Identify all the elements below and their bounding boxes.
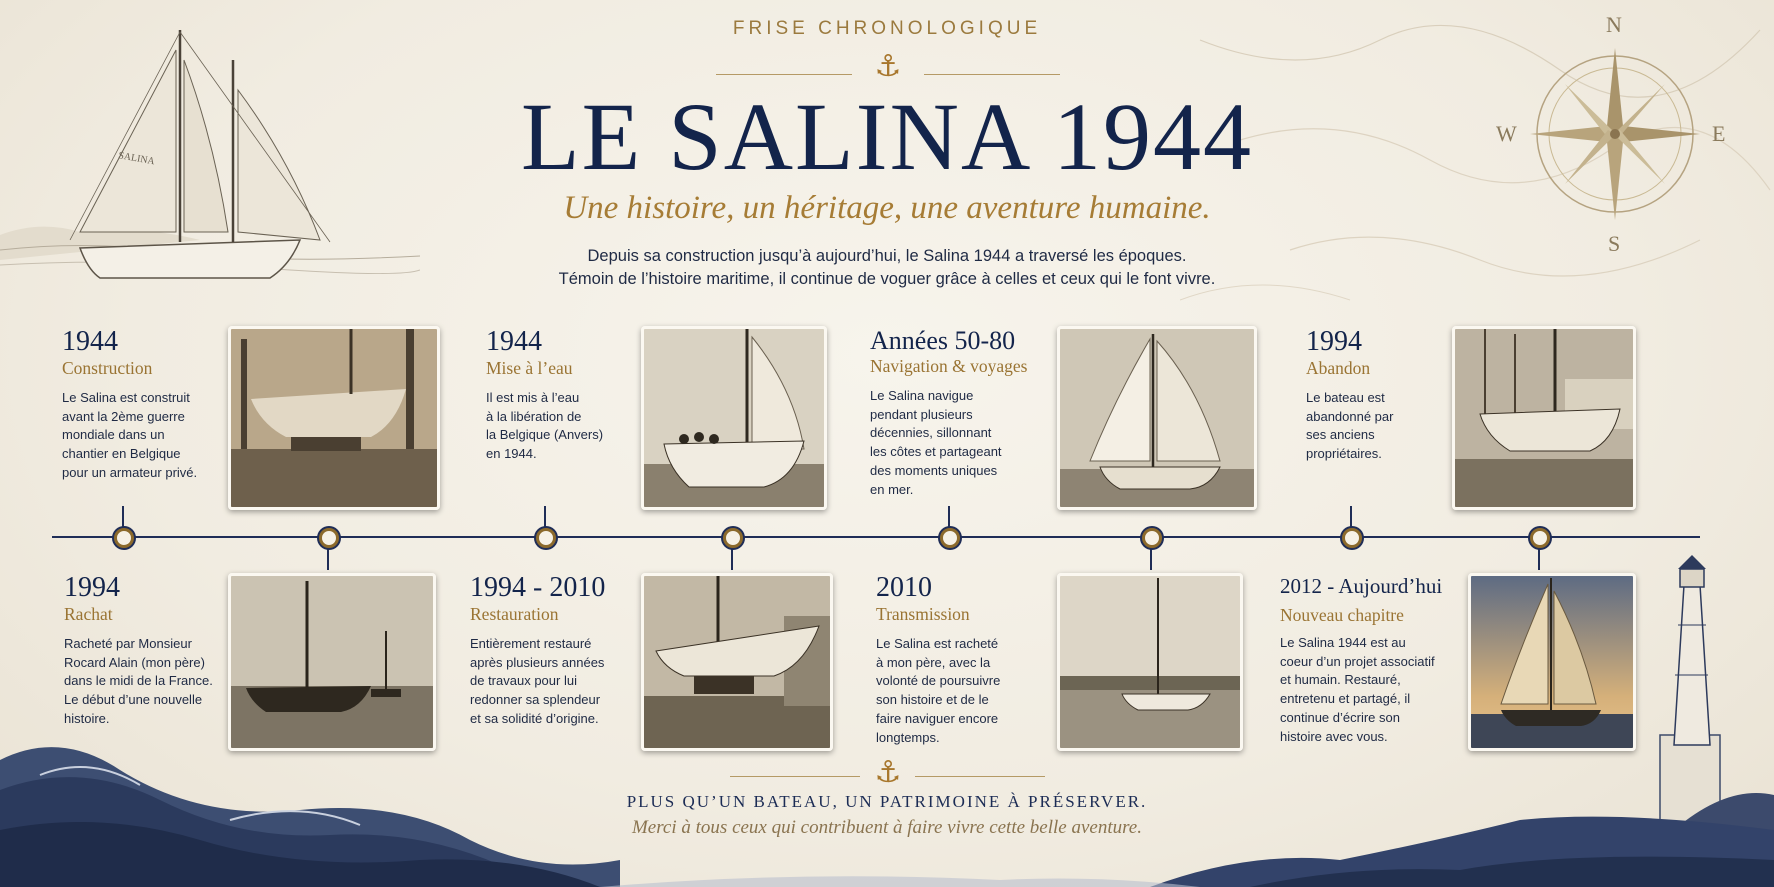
event-description: Le Salina 1944 est au coeur d’un projet associatif et humain. Restauré, entretenu et partagé, il continue d’écrire son histoire avec vous. <box>1280 635 1435 744</box>
timeline-event-navigation <box>870 326 1045 499</box>
footer-divider-left <box>730 776 860 777</box>
event-label: Nouveau chapitre <box>1280 605 1404 625</box>
event-year: 2012 - Aujourd’hui <box>1280 574 1443 598</box>
compass-east-label: E <box>1712 121 1726 146</box>
event-description: Le Salina navigue pendant plusieurs décennies, sillonnant les côtes et partageant des moments uniques en mer. <box>870 388 1002 497</box>
timeline-event-mise-a-l-eau <box>486 326 636 464</box>
timeline-event-abandon <box>1306 326 1436 464</box>
timeline-node <box>723 528 743 548</box>
event-year: 2010 <box>876 572 932 603</box>
event-year: 1944 <box>62 326 118 357</box>
event-year: 1994 <box>64 572 120 603</box>
timeline-tick <box>122 506 124 530</box>
timeline-node <box>1530 528 1550 548</box>
footer-thanks: Merci à tous ceux qui contribuent à faire vivre cette belle aventure. <box>631 817 1142 838</box>
footer-tagline: PLUS QU’UN BATEAU, UN PATRIMOINE À PRÉSERVER. <box>626 792 1148 811</box>
header-divider-left <box>716 74 852 75</box>
event-label: Rachat <box>64 604 113 624</box>
timeline-node <box>1142 528 1162 548</box>
event-label: Transmission <box>876 604 970 624</box>
event-label: Construction <box>62 358 153 378</box>
timeline-tick <box>948 506 950 530</box>
timeline-node <box>1342 528 1362 548</box>
footer-divider-right <box>915 776 1045 777</box>
page-subtitle: Une histoire, un héritage, une aventure humaine. <box>563 190 1211 226</box>
kicker-text: FRISE CHRONOLOGIQUE <box>732 18 1042 39</box>
event-year: 1994 - 2010 <box>470 572 606 603</box>
timeline-node <box>940 528 960 548</box>
header-divider-right <box>924 74 1060 75</box>
timeline-node <box>536 528 556 548</box>
event-label: Abandon <box>1306 358 1371 378</box>
event-description: Le Salina est racheté à mon père, avec la volonté de poursuivre son histoire et de le faire naviguer encore longtemps. <box>876 636 1001 745</box>
boat-on-slipway-photo <box>228 326 440 510</box>
event-description: Entièrement restauré après plusieurs années de travaux pour lui redonner sa splendeur et sa solidité d’origine. <box>470 636 605 726</box>
compass-north-label: N <box>1606 12 1622 37</box>
event-year: 1994 <box>1306 326 1362 357</box>
event-description: Il est mis à l’eau à la libération de la Belgique (Anvers) en 1944. <box>486 390 604 462</box>
abandoned-boat-photo <box>1452 326 1636 510</box>
anchor-icon: ⚓ <box>874 49 902 84</box>
timeline-tick <box>544 506 546 530</box>
intro-line-2: Témoin de l’histoire maritime, il continue de voguer grâce à celles et ceux qui le font vivre. <box>558 270 1216 288</box>
timeline-axis <box>52 536 1700 538</box>
event-label: Restauration <box>470 604 559 624</box>
boat-mise-a-l-eau-photo <box>641 326 827 510</box>
timeline-tick <box>1350 506 1352 530</box>
event-label: Mise à l’eau <box>486 358 573 378</box>
timeline-node <box>319 528 339 548</box>
event-year: 1944 <box>486 326 542 357</box>
sailing-boat-photo <box>1057 326 1257 510</box>
compass-south-label: S <box>1608 231 1621 256</box>
event-year: Années 50-80 <box>870 326 1016 355</box>
page-title: LE SALINA 1944 <box>521 83 1253 190</box>
footer-anchor-icon: ⚓ <box>874 755 902 790</box>
event-description: Le bateau est abandonné par ses anciens propriétaires. <box>1306 390 1394 462</box>
event-description: Le Salina est construit avant la 2ème guerre mondiale dans un chantier en Belgique pour un armateur privé. <box>62 390 198 480</box>
event-label: Navigation & voyages <box>870 356 1028 376</box>
event-description: Racheté par Monsieur Rocard Alain (mon père) dans le midi de la France. Le début d’une nouvelle histoire. <box>64 636 213 726</box>
timeline-event-construction <box>62 326 232 483</box>
svg-text:SALINA: SALINA <box>117 150 156 168</box>
timeline-node <box>114 528 134 548</box>
compass-west-label: W <box>1496 121 1517 146</box>
intro-line-1: Depuis sa construction jusqu’à aujourd’hui, le Salina 1944 a traversé les époques. <box>587 247 1187 265</box>
